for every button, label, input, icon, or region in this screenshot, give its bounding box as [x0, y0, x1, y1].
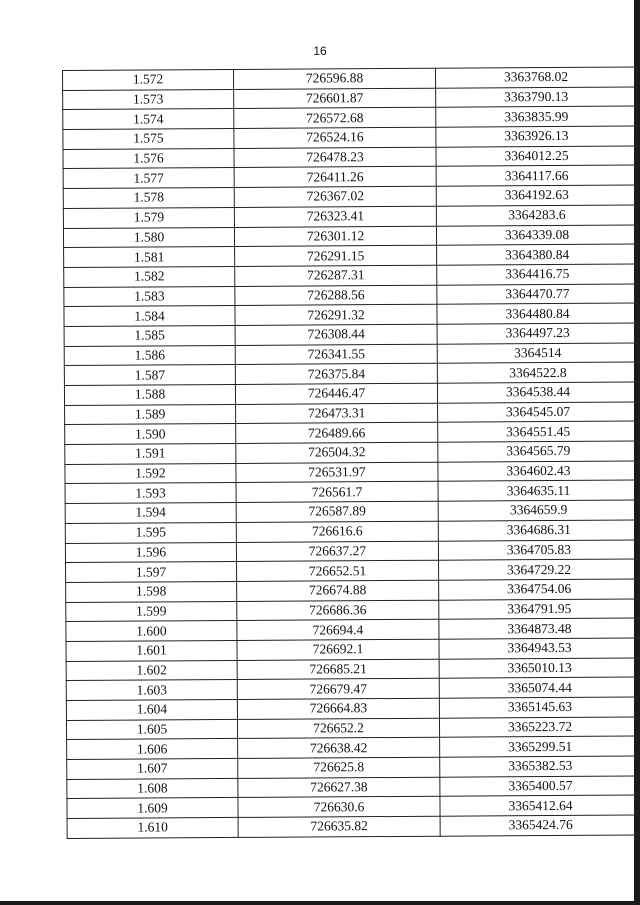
point-id-cell: 1.579	[63, 207, 234, 228]
point-id-cell: 1.583	[64, 286, 235, 307]
point-id-cell: 1.606	[67, 739, 238, 760]
point-id-cell: 1.575	[63, 129, 234, 150]
x-coordinate-cell: 726635.82	[238, 816, 440, 837]
point-id-cell: 1.597	[66, 562, 237, 583]
y-coordinate-cell: 3364522.8	[437, 362, 638, 383]
y-coordinate-cell: 3364012.25	[436, 146, 637, 167]
y-coordinate-cell: 3364117.66	[436, 165, 637, 186]
point-id-cell: 1.582	[64, 266, 235, 287]
y-coordinate-cell: 3365145.63	[439, 697, 640, 718]
x-coordinate-cell: 726679.47	[237, 679, 439, 700]
point-id-cell: 1.591	[65, 444, 236, 465]
scan-edge-bottom	[0, 901, 640, 905]
y-coordinate-cell: 3364538.44	[437, 382, 638, 403]
x-coordinate-cell: 726473.31	[236, 403, 438, 424]
point-id-cell: 1.601	[66, 640, 237, 661]
x-coordinate-cell: 726637.27	[236, 541, 438, 562]
point-id-cell: 1.580	[63, 227, 234, 248]
x-coordinate-cell: 726694.4	[237, 619, 439, 640]
x-coordinate-cell: 726685.21	[237, 659, 439, 680]
x-coordinate-cell: 726664.83	[237, 698, 439, 719]
point-id-cell: 1.607	[67, 759, 238, 780]
y-coordinate-cell: 3365299.51	[440, 736, 640, 757]
y-coordinate-cell: 3364565.79	[438, 441, 639, 462]
coordinates-table-body	[63, 67, 640, 838]
point-id-cell: 1.572	[63, 69, 234, 90]
y-coordinate-cell: 3364659.9	[438, 500, 639, 521]
x-coordinate-cell: 726596.88	[233, 68, 435, 89]
point-id-cell: 1.577	[63, 168, 234, 189]
x-coordinate-cell: 726291.32	[235, 304, 437, 325]
y-coordinate-cell: 3364943.53	[439, 638, 640, 659]
y-coordinate-cell: 3364602.43	[438, 461, 639, 482]
y-coordinate-cell: 3365412.64	[440, 795, 640, 816]
point-id-cell: 1.609	[67, 798, 238, 819]
y-coordinate-cell: 3364380.84	[437, 244, 638, 265]
x-coordinate-cell: 726627.38	[238, 777, 440, 798]
y-coordinate-cell: 3365400.57	[440, 776, 640, 797]
x-coordinate-cell: 726291.15	[235, 245, 437, 266]
x-coordinate-cell: 726323.41	[234, 206, 436, 227]
y-coordinate-cell: 3365424.76	[440, 815, 640, 836]
point-id-cell: 1.608	[67, 778, 238, 799]
x-coordinate-cell: 726287.31	[235, 265, 437, 286]
point-id-cell: 1.603	[66, 680, 237, 701]
x-coordinate-cell: 726524.16	[234, 127, 436, 148]
point-id-cell: 1.588	[64, 384, 235, 405]
point-id-cell: 1.584	[64, 306, 235, 327]
point-id-cell: 1.595	[65, 522, 236, 543]
y-coordinate-cell: 3365010.13	[439, 658, 640, 679]
y-coordinate-cell: 3364705.83	[438, 539, 639, 560]
table-row	[67, 815, 640, 838]
x-coordinate-cell: 726638.42	[238, 738, 440, 759]
y-coordinate-cell: 3364470.77	[437, 284, 638, 305]
x-coordinate-cell: 726367.02	[234, 186, 436, 207]
x-coordinate-cell: 726561.7	[236, 482, 438, 503]
y-coordinate-cell: 3364480.84	[437, 303, 638, 324]
y-coordinate-cell: 3364551.45	[438, 421, 639, 442]
x-coordinate-cell: 726686.36	[237, 600, 439, 621]
y-coordinate-cell: 3363790.13	[436, 87, 637, 108]
x-coordinate-cell: 726531.97	[236, 462, 438, 483]
point-id-cell: 1.598	[66, 581, 237, 602]
point-id-cell: 1.593	[65, 483, 236, 504]
point-id-cell: 1.596	[65, 542, 236, 563]
y-coordinate-cell: 3364754.06	[439, 579, 640, 600]
point-id-cell: 1.599	[66, 601, 237, 622]
x-coordinate-cell: 726652.2	[237, 718, 439, 739]
x-coordinate-cell: 726674.88	[237, 580, 439, 601]
point-id-cell: 1.576	[63, 148, 234, 169]
point-id-cell: 1.594	[65, 503, 236, 524]
point-id-cell: 1.574	[63, 109, 234, 130]
y-coordinate-cell: 3364416.75	[437, 264, 638, 285]
point-id-cell: 1.590	[65, 424, 236, 445]
y-coordinate-cell: 3365074.44	[439, 677, 640, 698]
point-id-cell: 1.587	[64, 365, 235, 386]
point-id-cell: 1.585	[64, 325, 235, 346]
point-id-cell: 1.573	[63, 89, 234, 110]
point-id-cell: 1.578	[63, 188, 234, 209]
y-coordinate-cell: 3364686.31	[438, 520, 639, 541]
x-coordinate-cell: 726504.32	[236, 442, 438, 463]
x-coordinate-cell: 726375.84	[235, 364, 437, 385]
y-coordinate-cell: 3363835.99	[436, 106, 637, 127]
y-coordinate-cell: 3365223.72	[439, 717, 640, 738]
point-id-cell: 1.600	[66, 621, 237, 642]
point-id-cell: 1.586	[64, 345, 235, 366]
y-coordinate-cell: 3364873.48	[439, 618, 640, 639]
x-coordinate-cell: 726692.1	[237, 639, 439, 660]
x-coordinate-cell: 726616.6	[236, 521, 438, 542]
x-coordinate-cell: 726288.56	[235, 285, 437, 306]
x-coordinate-cell: 726308.44	[235, 324, 437, 345]
y-coordinate-cell: 3364192.63	[436, 185, 637, 206]
y-coordinate-cell: 3364514	[437, 343, 638, 364]
y-coordinate-cell: 3364497.23	[437, 323, 638, 344]
y-coordinate-cell: 3364791.95	[439, 599, 640, 620]
point-id-cell: 1.605	[66, 719, 237, 740]
coordinates-table	[62, 66, 640, 838]
x-coordinate-cell: 726587.89	[236, 501, 438, 522]
point-id-cell: 1.610	[67, 818, 238, 839]
x-coordinate-cell: 726301.12	[234, 226, 436, 247]
y-coordinate-cell: 3363926.13	[436, 126, 637, 147]
y-coordinate-cell: 3364283.6	[436, 205, 637, 226]
x-coordinate-cell: 726489.66	[236, 423, 438, 444]
y-coordinate-cell: 3365382.53	[440, 756, 640, 777]
x-coordinate-cell: 726446.47	[235, 383, 437, 404]
y-coordinate-cell: 3364729.22	[439, 559, 640, 580]
x-coordinate-cell: 726601.87	[234, 88, 436, 109]
point-id-cell: 1.581	[64, 247, 235, 268]
x-coordinate-cell: 726341.55	[235, 344, 437, 365]
x-coordinate-cell: 726411.26	[234, 167, 436, 188]
point-id-cell: 1.592	[65, 463, 236, 484]
x-coordinate-cell: 726652.51	[237, 560, 439, 581]
x-coordinate-cell: 726572.68	[234, 108, 436, 129]
y-coordinate-cell: 3364635.11	[438, 480, 639, 501]
y-coordinate-cell: 3364545.07	[438, 402, 639, 423]
y-coordinate-cell: 3364339.08	[436, 224, 637, 245]
point-id-cell: 1.602	[66, 660, 237, 681]
x-coordinate-cell: 726630.6	[238, 797, 440, 818]
point-id-cell: 1.604	[66, 699, 237, 720]
y-coordinate-cell: 3363768.02	[435, 67, 636, 88]
x-coordinate-cell: 726478.23	[234, 147, 436, 168]
x-coordinate-cell: 726625.8	[238, 757, 440, 778]
point-id-cell: 1.589	[65, 404, 236, 425]
page-number: 16	[313, 44, 327, 58]
